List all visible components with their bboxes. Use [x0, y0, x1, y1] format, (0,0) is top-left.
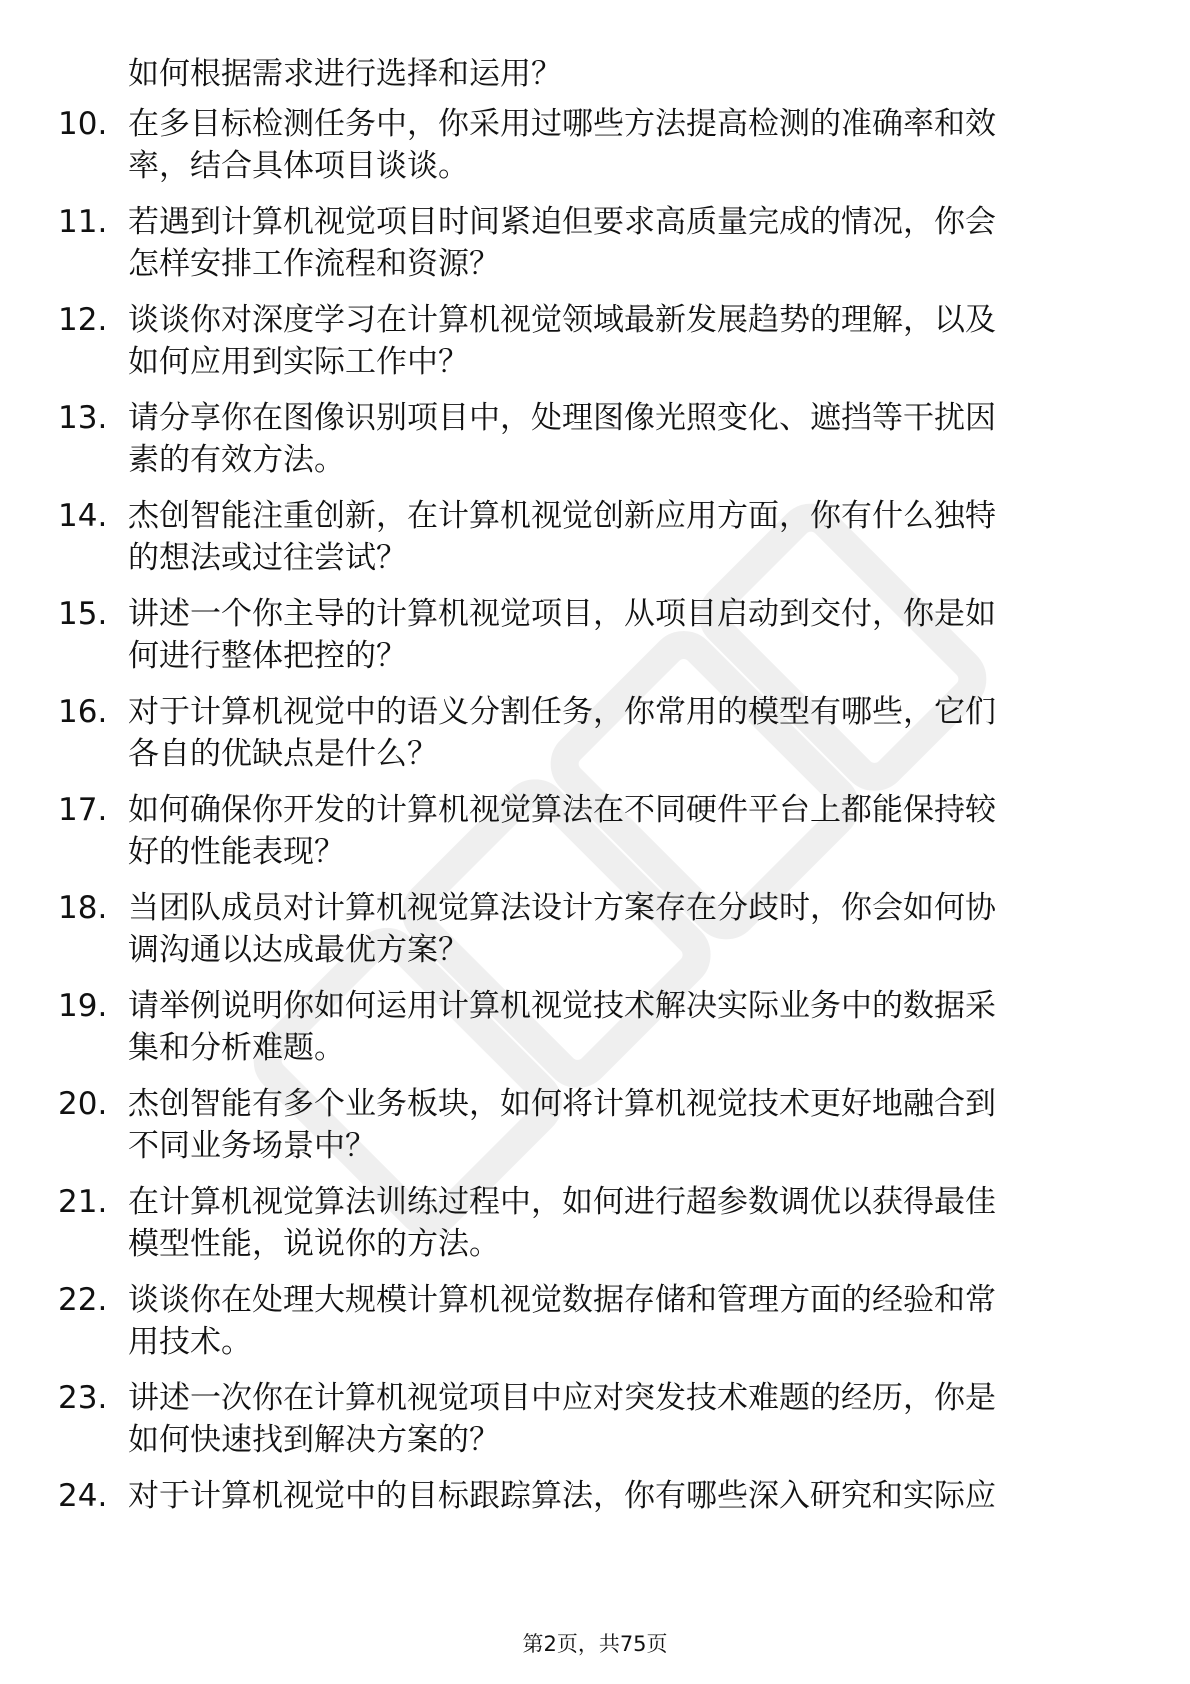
question-text: 用技术。: [128, 1324, 252, 1360]
question-text: 请举例说明你如何运用计算机视觉技术解决实际业务中的数据采: [128, 988, 996, 1024]
question-number: 11.: [58, 204, 108, 240]
question-text: 当团队成员对计算机视觉算法设计方案存在分歧时，你会如何协: [128, 890, 996, 926]
question-text: 的想法或过往尝试？: [128, 540, 407, 576]
question-number: 18.: [58, 890, 108, 926]
question-text: 对于计算机视觉中的目标跟踪算法，你有哪些深入研究和实际应: [128, 1478, 996, 1514]
question-text: 杰创智能注重创新，在计算机视觉创新应用方面，你有什么独特: [128, 498, 996, 534]
question-number: 22.: [58, 1282, 108, 1318]
question-number: 17.: [58, 792, 108, 828]
question-text: 谈谈你对深度学习在计算机视觉领域最新发展趋势的理解，以及: [128, 302, 996, 338]
question-number: 14.: [58, 498, 108, 534]
question-text: 模型性能，说说你的方法。: [128, 1226, 500, 1262]
question-text: 率，结合具体项目谈谈。: [128, 148, 469, 184]
question-text: 何进行整体把控的？: [128, 638, 407, 674]
question-text: 谈谈你在处理大规模计算机视觉数据存储和管理方面的经验和常: [128, 1282, 996, 1318]
question-text: 调沟通以达成最优方案？: [128, 932, 469, 968]
question-text: 素的有效方法。: [128, 442, 345, 478]
question-text: 在多目标检测任务中，你采用过哪些方法提高检测的准确率和效: [128, 106, 996, 142]
question-text: 如何确保你开发的计算机视觉算法在不同硬件平台上都能保持较: [128, 792, 996, 828]
question-text: 如何快速找到解决方案的？: [128, 1422, 500, 1458]
question-number: 21.: [58, 1184, 108, 1220]
question-number: 13.: [58, 400, 108, 436]
question-text: 对于计算机视觉中的语义分割任务，你常用的模型有哪些，它们: [128, 694, 996, 730]
question-text: 各自的优缺点是什么？: [128, 736, 438, 772]
question-number: 24.: [58, 1478, 108, 1514]
question-text: 如何应用到实际工作中？: [128, 344, 469, 380]
question-text: 怎样安排工作流程和资源？: [128, 246, 500, 282]
question-number: 19.: [58, 988, 108, 1024]
question-text: 好的性能表现？: [128, 834, 345, 870]
question-number: 16.: [58, 694, 108, 730]
question-text: 集和分析难题。: [128, 1030, 345, 1066]
question-number: 15.: [58, 596, 108, 632]
question-text: 讲述一次你在计算机视觉项目中应对突发技术难题的经历，你是: [128, 1380, 996, 1416]
question-text: 杰创智能有多个业务板块，如何将计算机视觉技术更好地融合到: [128, 1086, 996, 1122]
question-text: 在计算机视觉算法训练过程中，如何进行超参数调优以获得最佳: [128, 1184, 996, 1220]
question-number: 23.: [58, 1380, 108, 1416]
question-text: 请分享你在图像识别项目中，处理图像光照变化、遮挡等干扰因: [128, 400, 996, 436]
question-number: 10.: [58, 106, 108, 142]
question-number: 20.: [58, 1086, 108, 1122]
question-text: 不同业务场景中？: [128, 1128, 376, 1164]
page-footer: 第2页，共75页: [522, 1632, 668, 1656]
question-number: 12.: [58, 302, 108, 338]
question-text: 若遇到计算机视觉项目时间紧迫但要求高质量完成的情况，你会: [128, 204, 996, 240]
continued-question-text: 如何根据需求进行选择和运用？: [128, 56, 562, 92]
question-text: 讲述一个你主导的计算机视觉项目，从项目启动到交付，你是如: [128, 596, 996, 632]
